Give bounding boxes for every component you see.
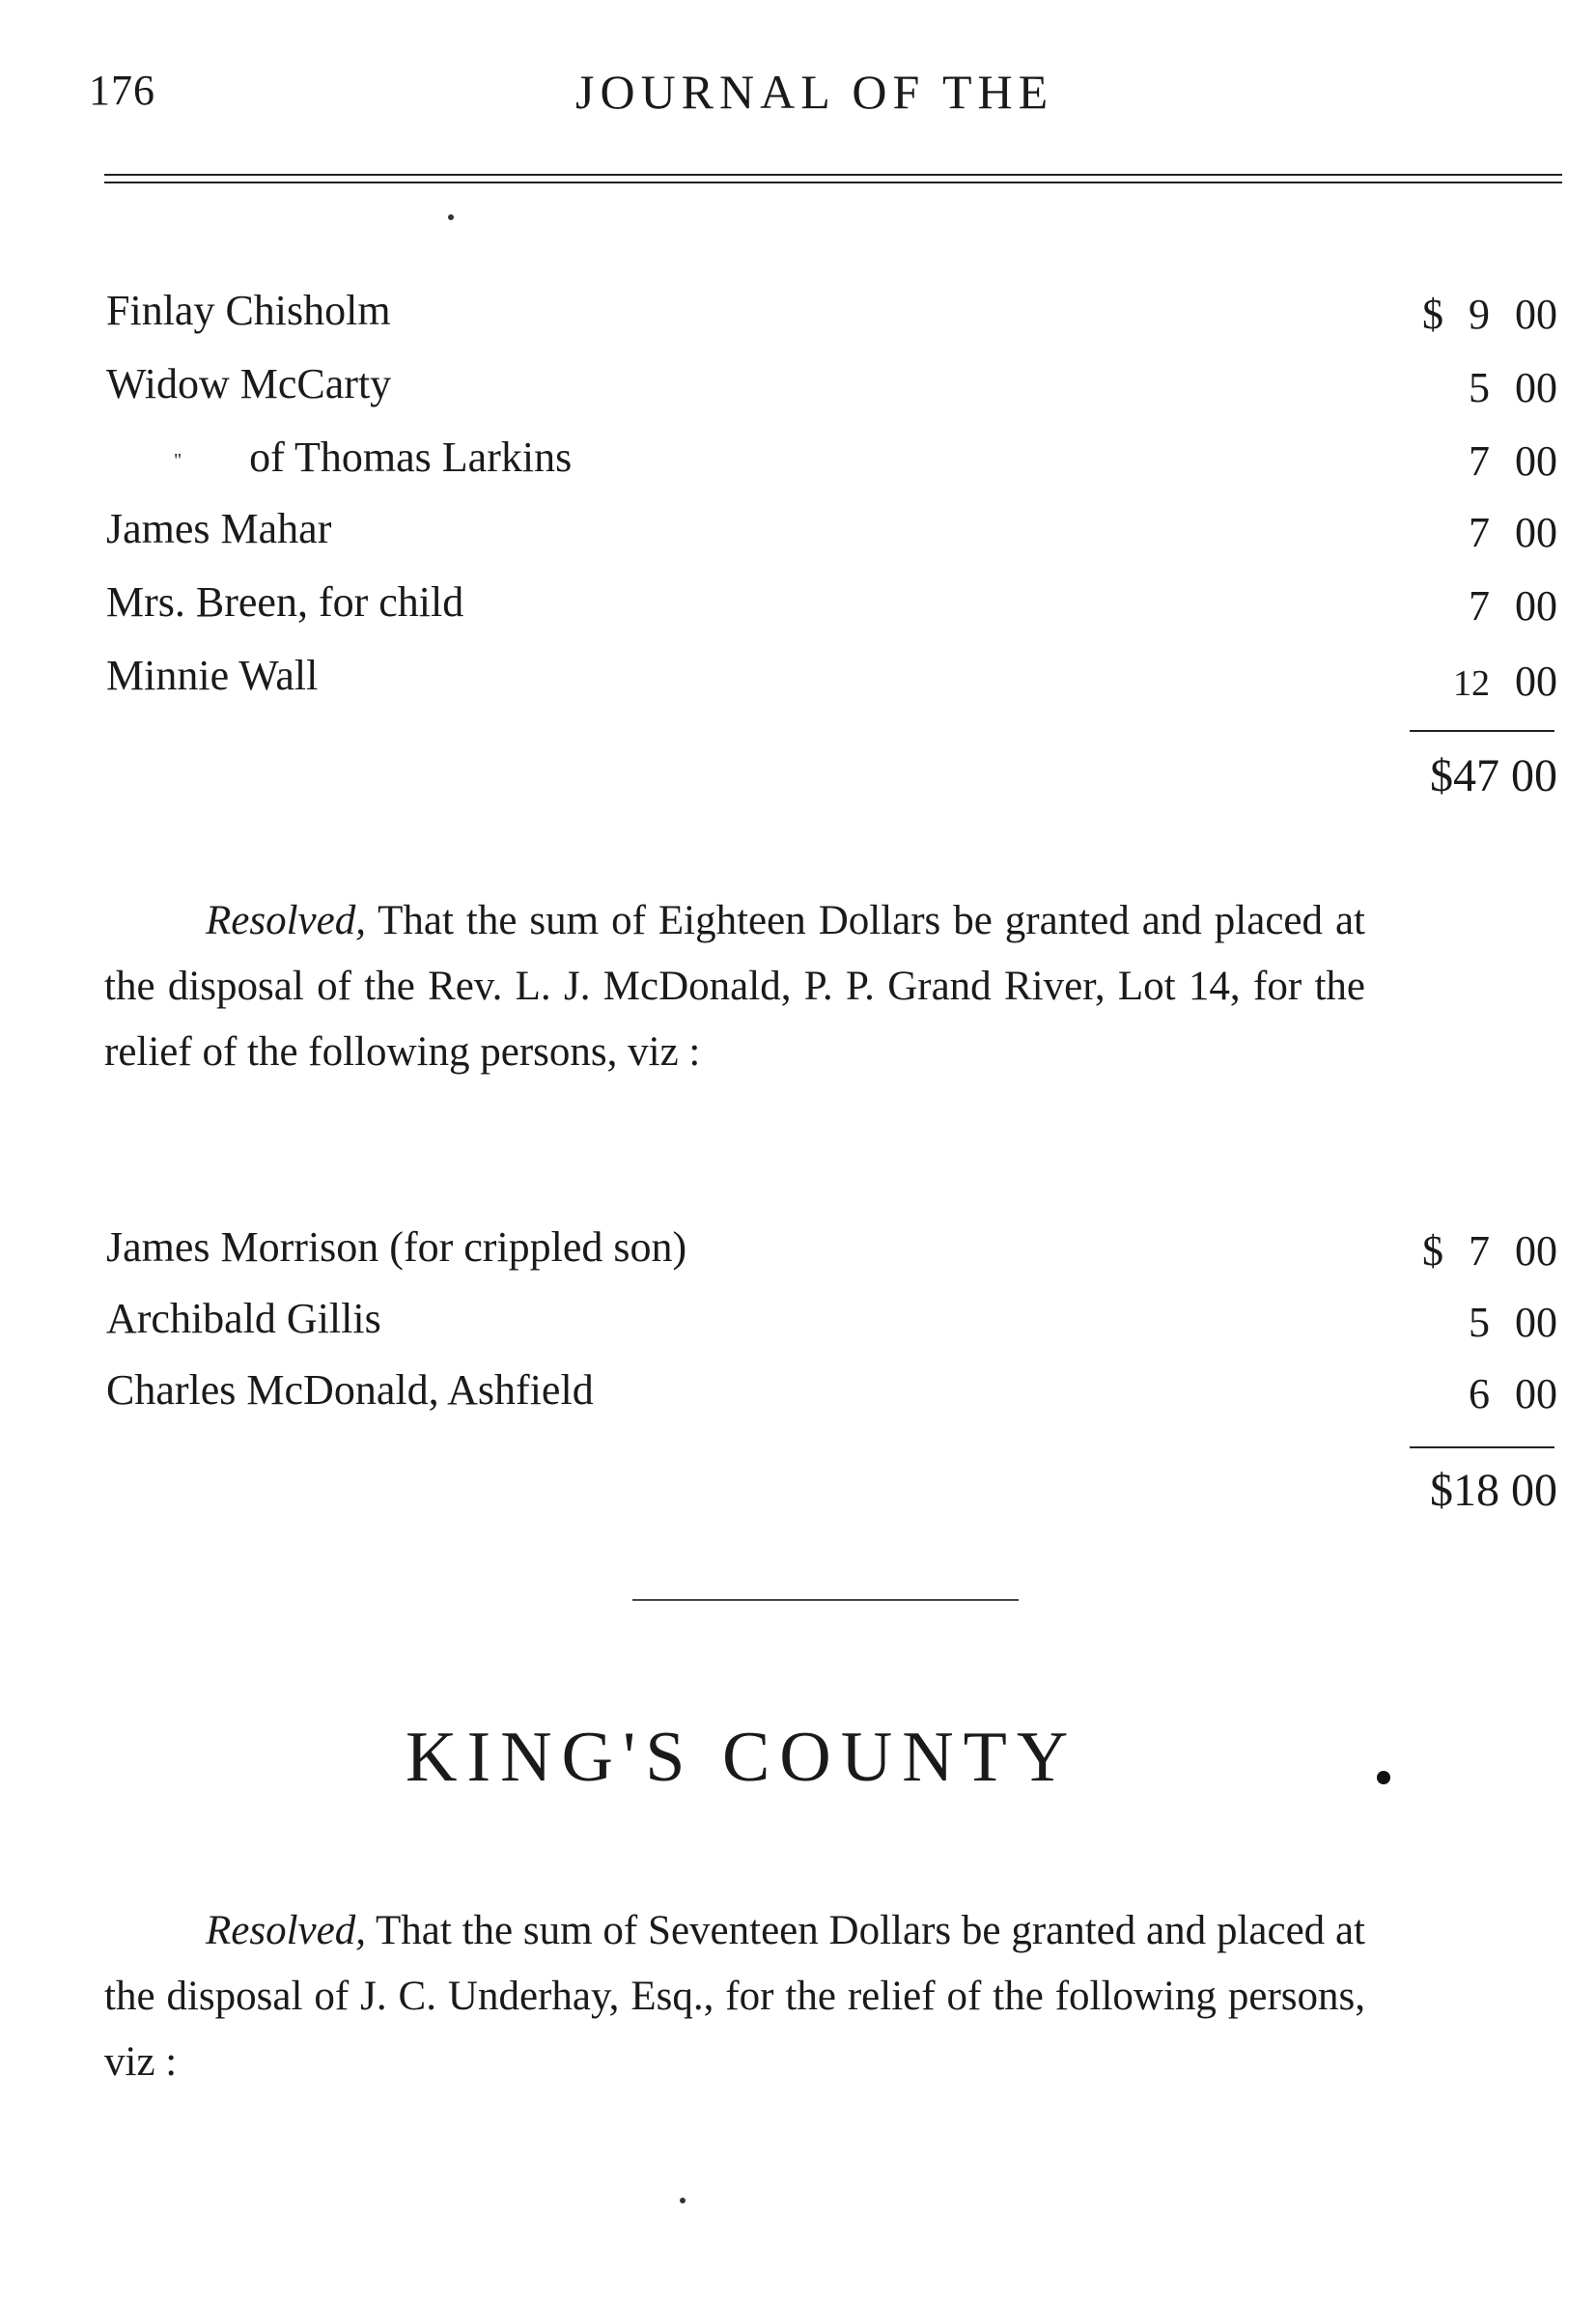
ledger-row-name: James Morrison (for crippled son)	[106, 1223, 687, 1271]
resolution-paragraph	[104, 1898, 1365, 2095]
ledger-row-amount: 5 00	[1469, 364, 1557, 411]
resolution-text: That the sum of Seventeen Dollars be granted and placed at the disposal of J. C. Underhay, Esq., for the relief of the following persons, viz :	[104, 1908, 1365, 2085]
ledger-row-name: James Mahar	[106, 505, 332, 552]
ledger-row-name: Minnie Wall	[106, 652, 319, 699]
ditto-mark: "	[174, 450, 182, 472]
ledger-row-amount: $ 9 00	[1422, 291, 1557, 338]
county-heading: KING'S COUNTY	[406, 1718, 1078, 1797]
ledger-row-name: Mrs. Breen, for child	[106, 578, 464, 626]
ledger-row-amount: 5 00	[1469, 1299, 1557, 1346]
ledger-row-amount: $ 7 00	[1422, 1227, 1557, 1275]
ink-speck	[680, 2198, 686, 2203]
ledger-total: $47 00	[1430, 750, 1557, 801]
ledger-row-name: Archibald Gillis	[106, 1295, 381, 1342]
resolution-text: That the sum of Eighteen Dollars be granted and placed at the disposal of the Rev. L. J. McDonald, P. P. Grand River, Lot 14, for the relief of the following persons, viz :	[104, 898, 1365, 1075]
resolution-paragraph	[104, 888, 1365, 1085]
resolved-lead: Resolved,	[206, 898, 366, 943]
ledger-total: $18 00	[1430, 1465, 1557, 1516]
header-rule-bottom	[104, 182, 1562, 183]
sum-rule	[1410, 730, 1554, 732]
ledger-row-name: Charles McDonald, Ashfield	[106, 1366, 594, 1414]
running-title: JOURNAL OF THE	[575, 65, 1054, 119]
ledger-row-name: Finlay Chisholm	[106, 287, 391, 334]
ledger-row-amount: 6 00	[1469, 1370, 1557, 1417]
ledger-row-amount: 7 00	[1469, 509, 1557, 556]
ledger-row-amount: 12 00	[1453, 658, 1557, 705]
heading-dot	[1377, 1771, 1390, 1784]
section-separator	[632, 1599, 1019, 1601]
ledger-row-amount: 7 00	[1469, 582, 1557, 630]
page-number: 176	[89, 67, 155, 114]
ledger-row-amount: 7 00	[1469, 437, 1557, 485]
ledger-row-name: Widow McCarty	[106, 360, 392, 407]
ink-speck	[448, 214, 454, 220]
ledger-row-name: " of Thomas Larkins	[174, 434, 573, 481]
sum-rule	[1410, 1446, 1554, 1448]
resolved-lead: Resolved,	[206, 1908, 366, 1953]
header-rule-top	[104, 174, 1562, 176]
